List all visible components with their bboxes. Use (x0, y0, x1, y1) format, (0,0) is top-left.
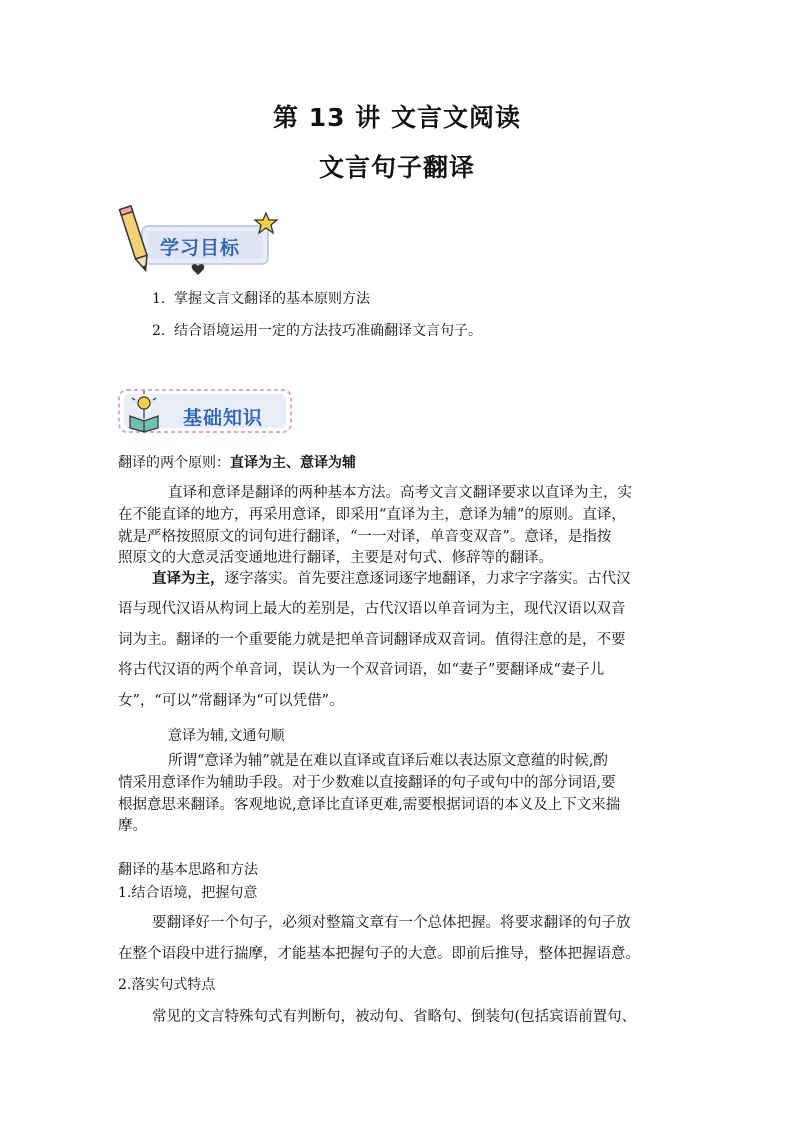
paragraph-line (152, 567, 631, 588)
paragraph-line: 摩。 (118, 818, 147, 834)
goal-text: 结合语境运用一定的方法技巧准确翻译文言句子。 (174, 323, 482, 339)
method-item-title: 1.结合语境，把握句意 (118, 885, 258, 901)
lesson-subtitle: 文言句子翻译 (318, 153, 475, 182)
paragraph-line: 就是严格按照原文的词句进行翻译，“一一对译，单音变双音”。意译，是指按 (118, 529, 612, 545)
principles-heading-bold: 直译为主、意译为辅 (230, 455, 356, 471)
lesson-title: 第 13 讲 文言文阅读 (273, 103, 521, 132)
goal-number: 1. (152, 291, 166, 307)
goal-item (152, 321, 482, 341)
paragraph-line: 情采用意译作为辅助手段。对于少数难以直接翻译的句子或句中的部分词语,要 (118, 775, 616, 791)
goal-text: 掌握文言文翻译的基本原则方法 (174, 291, 370, 307)
paragraph-line: 直译和意译是翻译的两种基本方法。高考文言文翻译要求以直译为主，实 (168, 485, 632, 501)
paragraph-line: 照原文的大意灵活变通地进行翻译，主要是对句式、修辞等的翻译。 (118, 550, 553, 566)
paragraph-line: 在整个语段中进行揣摩，才能基本把握句子的大意。即前后推导，整体把握语意。 (118, 946, 640, 962)
principles-heading-prefix: 翻译的两个原则： (118, 455, 230, 471)
goal-item (152, 289, 370, 309)
methods-heading: 翻译的基本思路和方法 (118, 862, 258, 878)
paragraph-line: 在不能直译的地方，再采用意译，即采用“直译为主，意译为辅”的原则。直译， (118, 507, 626, 523)
paragraph-line: 词为主。翻译的一个重要能力就是把单音词翻译成双音词。值得注意的是，不要 (118, 632, 626, 648)
paragraph-line: 将古代汉语的两个单音词，误认为一个双音词语，如“妻子”要翻译成“妻子儿 (118, 662, 605, 678)
principles-heading (118, 452, 356, 472)
method-item-title: 2.落实句式特点 (118, 977, 216, 993)
paragraph-line: 根据意思来翻译。客观地说,意译比直译更难,需要根据词语的本义及上下文来揣 (118, 797, 621, 813)
paragraph-line: 要翻译好一个句子，必须对整篇文章有一个总体把握。将要求翻译的句子放 (152, 915, 631, 931)
goal-number: 2. (152, 323, 166, 339)
basic-knowledge-label: 基础知识 (183, 407, 264, 429)
paragraph-line: 常见的文言特殊句式有判断句，被动句、省略句、倒装句(包括宾语前置句、 (152, 1009, 637, 1025)
paragraph-line: 女”，“可以”常翻译为“可以凭借”。 (118, 693, 344, 709)
literal-bold: 直译为主， (152, 570, 225, 587)
learning-goals-label: 学习目标 (160, 237, 241, 259)
literal-text: 逐字落实。首先要注意逐词逐字地翻译，力求字字落实。古代汉 (224, 571, 631, 587)
paragraph-line: 所谓“意译为辅”就是在难以直译或直译后难以表达原文意蕴的时候,酌 (168, 753, 608, 769)
paragraph-line: 语与现代汉语从构词上最大的差别是，古代汉语以单音词为主，现代汉语以双音 (118, 601, 626, 617)
free-translation-heading: 意译为辅,文通句顺 (168, 728, 285, 744)
